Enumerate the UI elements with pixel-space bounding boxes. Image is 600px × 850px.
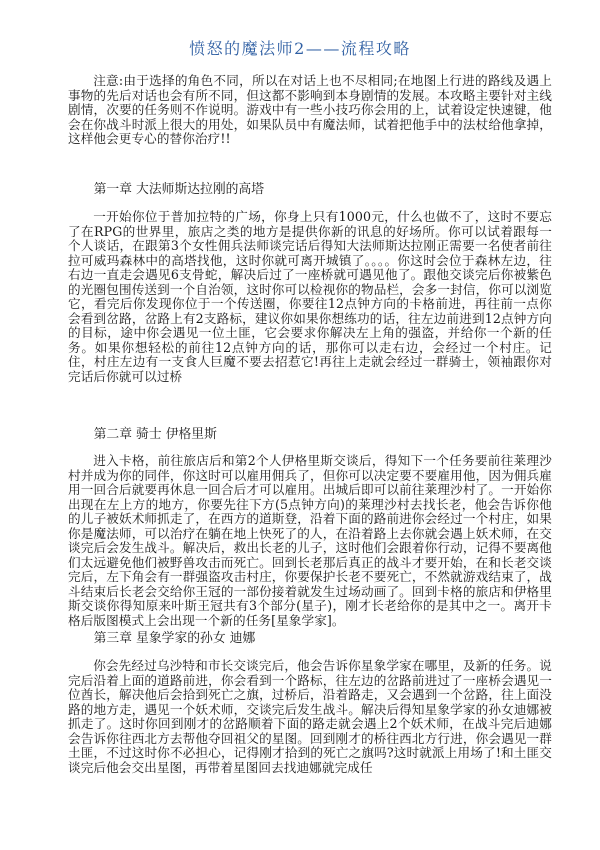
- chapter-3-body: 你会先经过乌沙特和市长交谈完后，他会告诉你星象学家在哪里，及新的任务。说完后沿着上面的道路前进，你会看到一个路标，往左边的岔路前进过了一座桥会遇见一位酋长，解决他后会拾到死亡之旗，过桥后，沿着路走，又会遇到一个岔路，往上面没路的地方走，遇见一个妖术师，交谈完后发生战斗。解决后得知星象学家的孙女迪娜被抓走了。这时你回到刚才的岔路顺着下面的路走就会遇上2个妖术师，在战斗完后迪娜会告诉你往西北方去帮他夺回祖父的星图。回到刚才的桥往西北方行进，你会遇见一群土匪，不过这时你不必担心，记得刚才拾到的死亡之旗吗?这时就派上用场了!和土匪交谈完后他会交出星图，再带着星图回去找迪娜就完成任: [68, 658, 552, 775]
- chapter-2-heading: 第二章 骑士 伊格里斯: [93, 427, 217, 442]
- intro-paragraph: 注意:由于选择的角色不同，所以在对话上也不尽相同;在地图上行进的路线及遇上事物的先后对话也会有所不同，但这都不影响到本身剧情的发展。本攻略主要针对主线剧情，次要的任务则不作说明。游戏中有一些小技巧你会用的上，试着设定快速键，他会在你战斗时派上很大的用处，如果队员中有魔法师，试着把他手中的法杖给他拿掉，这样他会更专心的替你治疗!!: [68, 73, 552, 147]
- chapter-2-body: 进入卡格，前往旅店后和第2个人伊格里斯交谈后，得知下一个任务要前往莱理沙村并成为你的同伴，你这时可以雇用佣兵了，但你可以决定要不要雇用他，因为佣兵雇用一回合后就要再休息一回合后才可以雇用。出城后即可以前往莱理沙村了。一开始你出现在左上方的地方，你要先往下方(5点钟方向)的莱理沙村去找长老，他会告诉你他的儿子被妖术师抓走了，在西方的道斯登，沿着下面的路前进你会经过一个村庄，如果你是魔法师，可以治疗在躺在地上快死了的人，在沿着路上去你就会遇上妖术师，在交谈完后会发生战斗。解决后，救出长老的儿子，这时他们会跟着你行动，记得不要离他们太远避免他们被野兽攻击而死亡。回到长老那后真正的战斗才要开始，在和长老交谈完后，左下角会有一群强盗攻击村庄，你要保护长老不要死亡，不然就游戏结束了，战斗结束后长老会交给你王冠的一部份接着就发生过场动画了。回到卡格的旅店和伊格里斯交谈你得知原来叶斯王冠共有3个部分(星子)，刚才长老给你的是其中之一。离开卡格后版图模式上会出现一个新的任务[星象学家]。: [68, 453, 552, 629]
- chapter-1-heading: 第一章 大法师斯达拉刚的高塔: [93, 182, 265, 197]
- chapter-1-body: 一开始你位于普加拉特的广场，你身上只有1000元，什么也做不了，这时不要忘了在RPG的世界里，旅店之类的地方是提供你新的讯息的好场所。你可以试着跟每一个人谈话，在跟第3个女性佣兵法师谈完话后得知大法师斯达拉刚正需要一名使者前往拉可威玛森林中的高塔找他，这时你就可离开城镇了。。。。你这时会位于森林左边，往右边一直走会遇见6支骨蛇，解决后过了一座桥就可遇见他了。跟他交谈完后你被紫色的光圈包围传送到一个自治领，这时你可以检视你的物品栏，会多一封信，你可以浏览它，看完后你发现你位于一个传送圈，你要往12点钟方向的卡格前进，再往前一点你会看到岔路，岔路上有2支路标，建议你如果你想练功的话，往左边前进到12点钟方向的目标，途中你会遇见一位土匪，它会要求你解决左上角的强盗，并给你一个新的任务。如果你想轻松的前往12点钟方向的话，那你可以走右边，会经过一个村庄。记住，村庄左边有一支食人巨魔不要去招惹它!再往上走就会经过一群骑士，领袖跟你对完话后你就可以过桥: [68, 209, 552, 385]
- document-title: 愤怒的魔法师2——流程攻略: [189, 39, 411, 58]
- chapter-3-heading: 第三章 星象学家的孙女 迪娜: [93, 631, 256, 646]
